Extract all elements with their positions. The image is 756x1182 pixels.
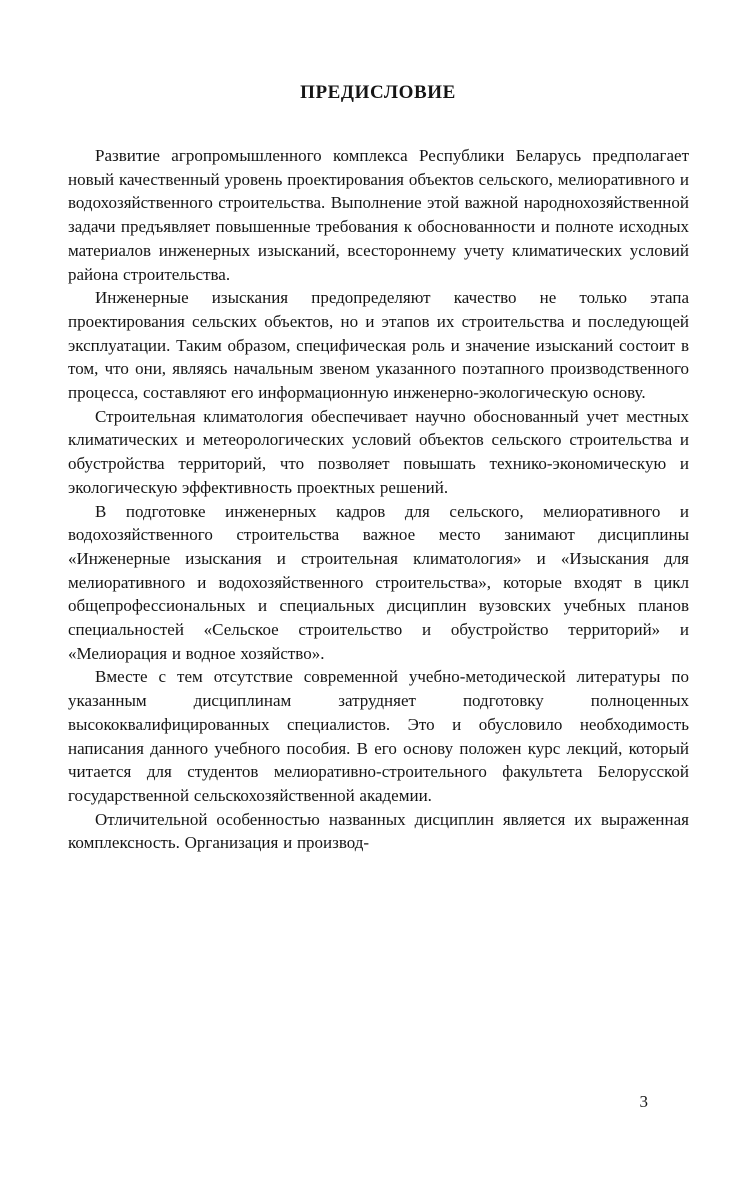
paragraph: В подготовке инженерных кадров для сельского, мелиоративного и водохозяйственного строительства важное место занимают дисциплины «Инженерные изыскания и строительная климатология» и «Изыскания для мелиоративного и водохозяйственного строительства», которые входят в цикл общепрофессиональных и специальных дисциплин вузовских учебных планов специальностей «Сельское строительство и обустройство территорий» и «Мелиорация и водное хозяйство». [68, 501, 689, 663]
text-body [68, 144, 689, 855]
paragraph: Инженерные изыскания предопределяют качество не только этапа проектирования сельских объектов, но и этапов их строительства и последующей эксплуатации. Таким образом, специфическая роль и значение изысканий состоит в том, что они, являясь начальным звеном указанного поэтапного производственного процесса, составляют его информационную инженерно-экологическую основу. [68, 288, 689, 403]
paragraph: Развитие агропромышленного комплекса Республики Беларусь предполагает новый качественный уровень проектирования объектов сельского, мелиоративного и водохозяйственного строительства. Выполнение этой важной народнохозяйственной задачи предъявляет повышенные требования к обоснованности и полноте исходных материалов инженерных изысканий, всестороннему учету климатических условий района строительства. [68, 146, 689, 284]
page-title: ПРЕДИСЛОВИЕ [300, 82, 456, 103]
paragraph: Строительная климатология обеспечивает научно обоснованный учет местных климатических и метеорологических условий объектов сельского строительства и обустройства территорий, что позволяет повышать технико-экономическую и экологическую эффективность проектных решений. [68, 406, 689, 497]
paragraph: Отличительной особенностью названных дисциплин является их выраженная комплексность. Организация и производ- [68, 809, 689, 853]
page-number: 3 [639, 1092, 648, 1111]
paragraph: Вместе с тем отсутствие современной учебно-методической литературы по указанным дисциплинам затрудняет подготовку полноценных высококвалифицированных специалистов. Это и обусловило необходимость написания данного учебного пособия. В его основу положен курс лекций, который читается для студентов мелиоративно-строительного факультета Белорусской государственной сельскохозяйственной академии. [68, 667, 689, 805]
